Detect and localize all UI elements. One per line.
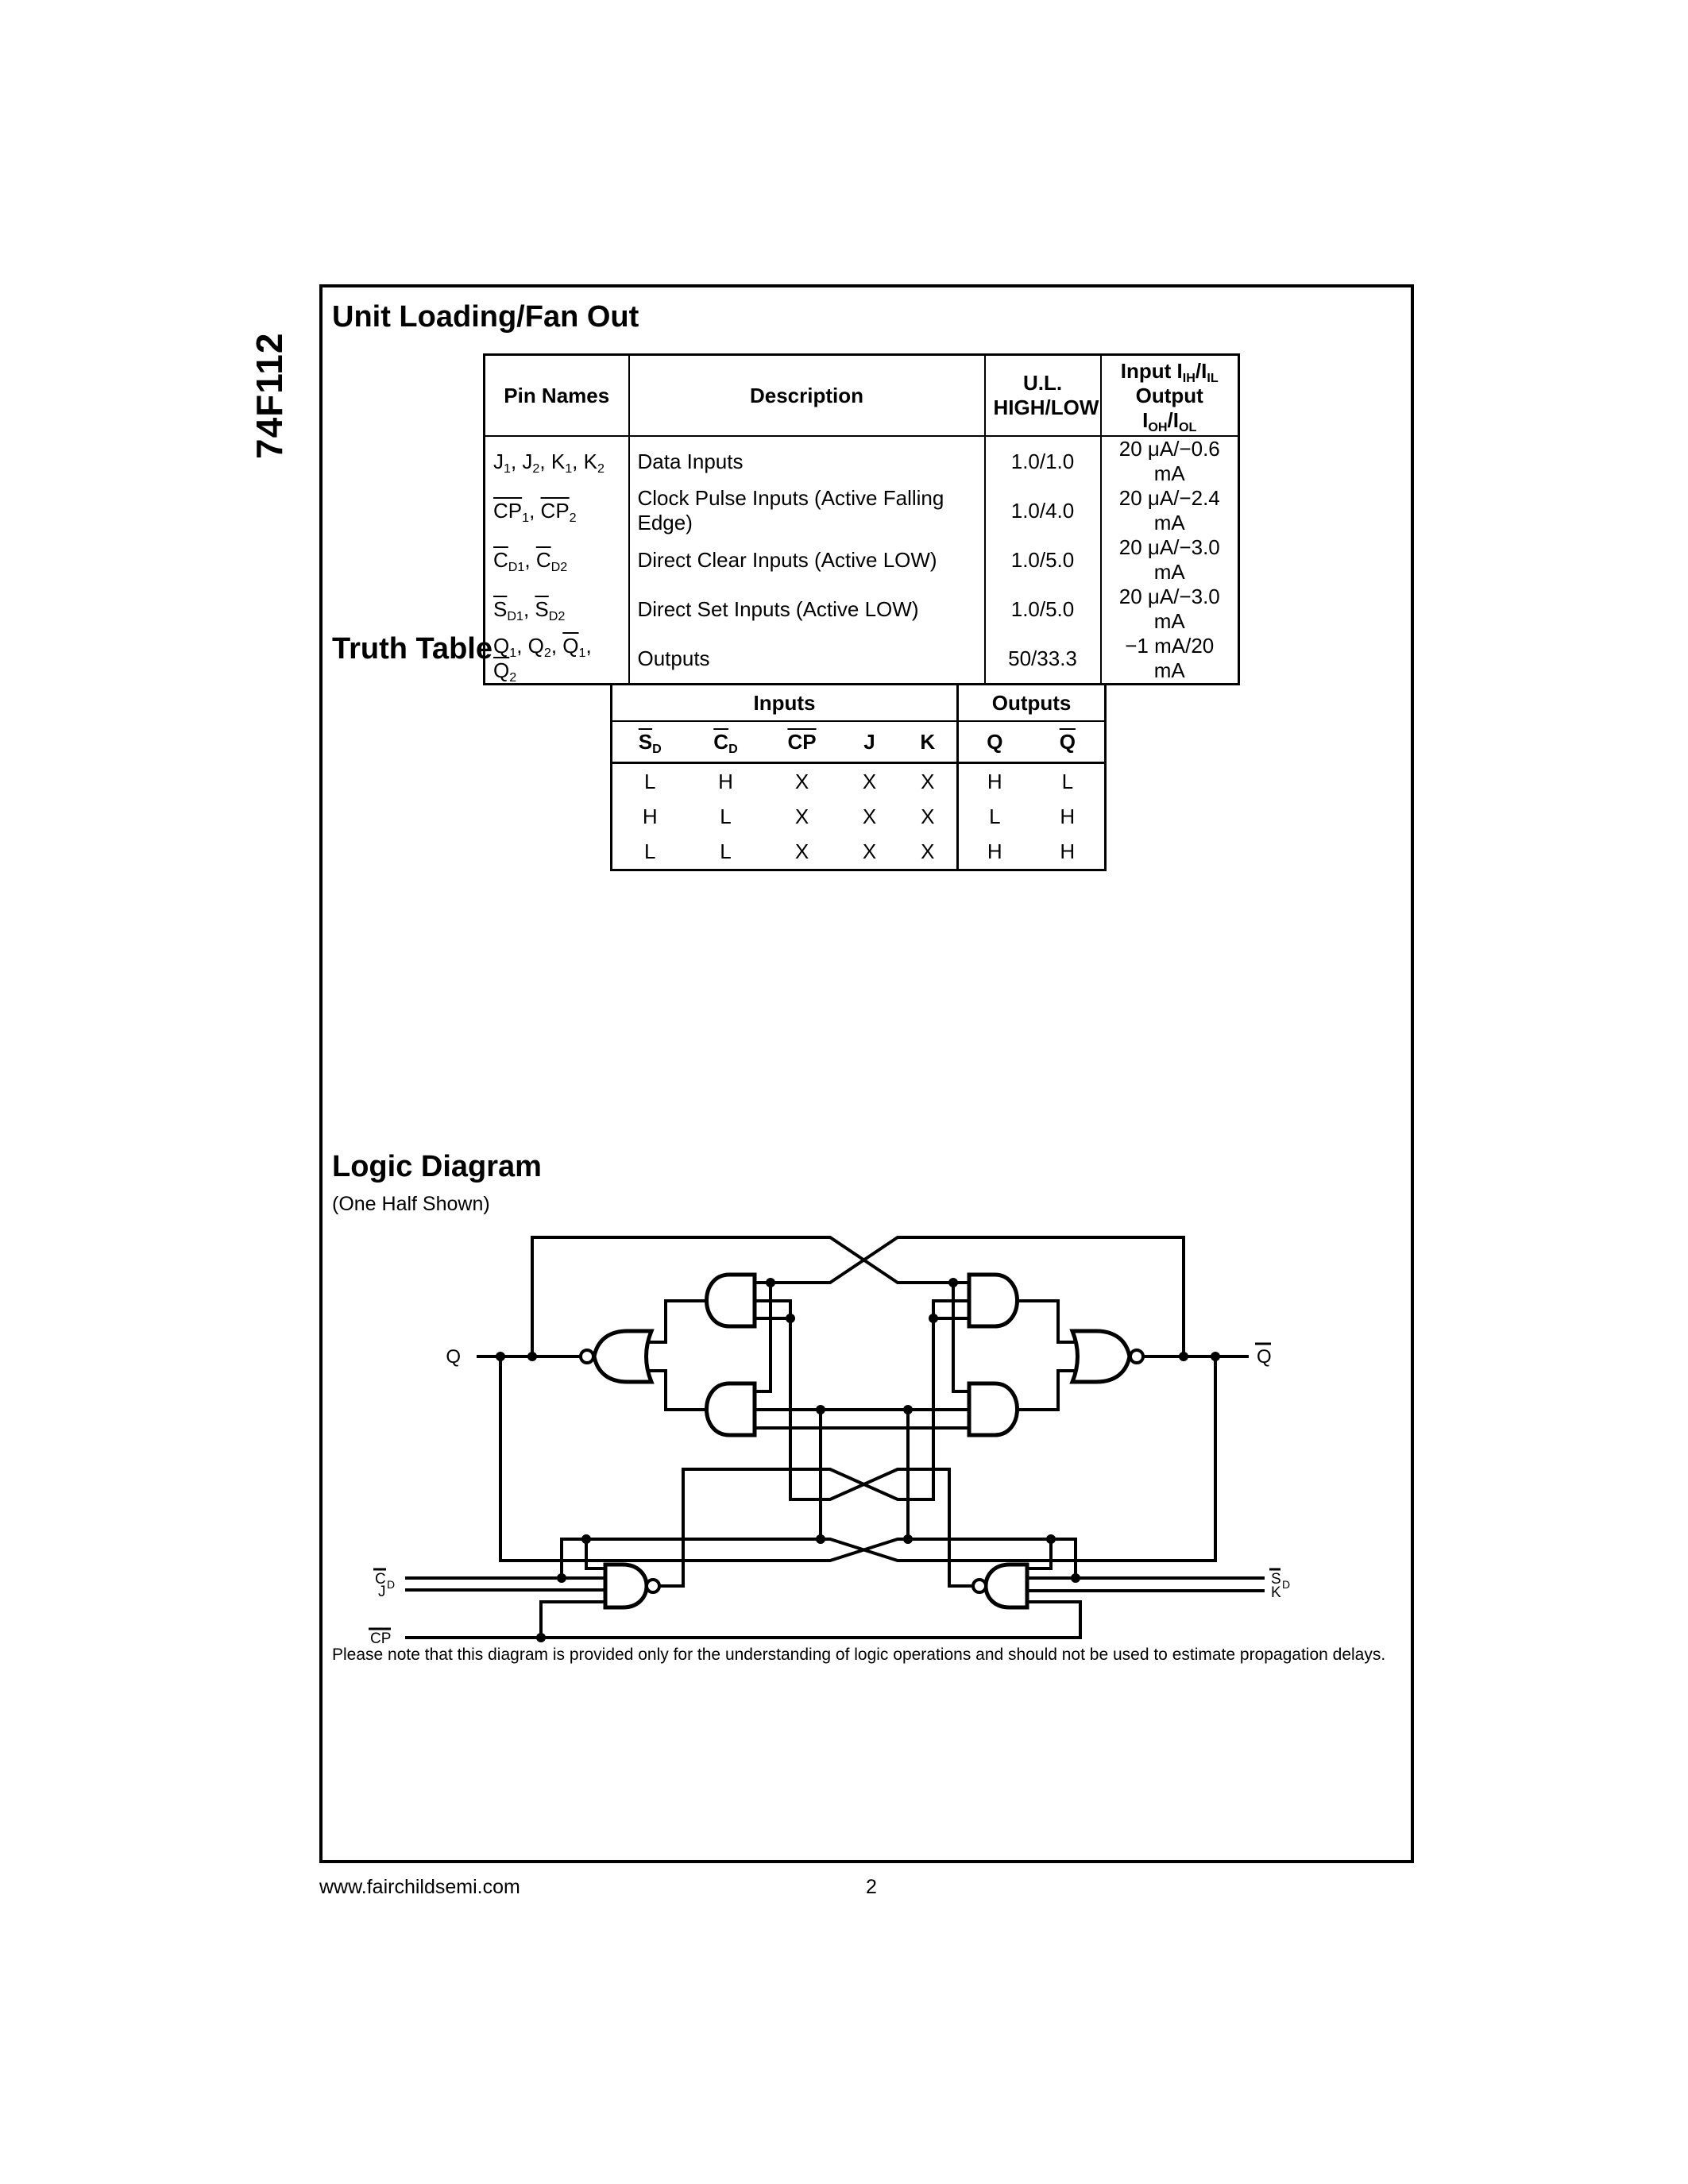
truth-table-cell: X (862, 839, 877, 863)
q-label: Q (446, 1346, 461, 1368)
ul-header-ul-line1: U.L. (1022, 371, 1063, 395)
truth-table-cell: L (958, 799, 1031, 834)
sd-label: S (1271, 1571, 1281, 1588)
ul-table-row (485, 486, 1239, 535)
and-gate-right-bottom (969, 1383, 1018, 1435)
ul-cell-io: −1 mA/20 mA (1101, 634, 1239, 685)
truth-table-cell: X (794, 804, 809, 828)
ul-cell-io: 20 μA/−2.4 mA (1101, 486, 1239, 535)
tt-col-header: J (840, 721, 899, 763)
logic-diagram-title: Logic Diagram (332, 1150, 542, 1183)
cd-label: C (375, 1571, 386, 1588)
ul-cell-io: 20 μA/−0.6 mA (1101, 436, 1239, 486)
nand-right-output-net (755, 1301, 973, 1586)
tt-col-header: $\overline{S}_D$ (612, 721, 688, 763)
tt-col-header: Q (958, 721, 1031, 763)
ul-cell-pin: $J_1$, $J_2$, $K_1$, $K_2$ (493, 449, 605, 476)
part-number-sidebar (235, 280, 307, 462)
truth-table-cell: X (921, 769, 935, 793)
truth-table-title: Truth Table (332, 632, 492, 666)
nand-gate-right-bubble (973, 1580, 986, 1592)
ul-header-description: Description (629, 355, 985, 437)
nand-gate-left (605, 1565, 647, 1607)
logic-diagram-subtitle: (One Half Shown) (332, 1193, 490, 1215)
ul-cell-ul: 1.0/4.0 (985, 486, 1101, 535)
nand-gate-left-bubble (647, 1580, 659, 1592)
tt-col-header: K (899, 721, 958, 763)
qbar-label: Q (1257, 1346, 1272, 1368)
truth-table-cell: H (642, 804, 658, 828)
truth-table-cell: L (644, 839, 656, 863)
footer-url: www.fairchildsemi.com (319, 1876, 520, 1898)
cp-label: CP (370, 1630, 392, 1647)
truth-table (610, 683, 1107, 871)
logic-diagram (342, 1207, 1382, 1652)
truth-table-cell: X (862, 769, 877, 793)
nor-gate-right (1072, 1331, 1130, 1382)
nand-left-output-net (659, 1301, 969, 1586)
tt-col-header: $\overline{CP}$ (764, 721, 840, 763)
k-label: K (1271, 1584, 1281, 1601)
ul-cell-ul: 1.0/5.0 (985, 535, 1101, 585)
nor-right-input-wires (1017, 1301, 1077, 1410)
unit-loading-table (483, 353, 1240, 685)
tt-col-header: $\overline{C}_D$ (688, 721, 764, 763)
ul-cell-io: 20 μA/−3.0 mA (1101, 535, 1239, 585)
tt-col-header: $\overline{Q}$ (1031, 721, 1106, 763)
ul-cell-description: Direct Set Inputs (Active LOW) (629, 585, 985, 634)
ul-table-row (485, 436, 1239, 486)
and-gate-left-bottom (707, 1383, 755, 1435)
ul-cell-description: Clock Pulse Inputs (Active Falling Edge) (629, 486, 985, 535)
ul-cell-description: Outputs (629, 634, 985, 685)
ul-header-io-line1: Input $I_{IH}/I_{IL}$ (1120, 358, 1219, 385)
j-label: J (378, 1584, 386, 1600)
logic-diagram-note: Please note that this diagram is provided only for the understanding of logic operations and should not be used to estimate propagation delays. (332, 1646, 1386, 1664)
diagram-labels (369, 1344, 1290, 1647)
tt-group-outputs: Outputs (958, 685, 1106, 722)
ul-header-ul-line2: HIGH/LOW (993, 396, 1099, 419)
and-gate-left-top (707, 1275, 755, 1326)
tt-group-inputs: Inputs (612, 685, 958, 722)
truth-table-cell: X (921, 839, 935, 863)
truth-table-row (612, 799, 1106, 834)
truth-table-cell: L (720, 839, 732, 863)
ul-header-io (1101, 355, 1239, 437)
ul-cell-pin: $Q_1$, $Q_2$, $\overline{Q}_1$, $\overline{Q}_2$ (493, 634, 592, 685)
ul-table-row (485, 585, 1239, 634)
truth-table-cell: H (718, 769, 733, 793)
ul-header-ul (985, 355, 1101, 437)
truth-table-cell: H (1060, 839, 1076, 863)
truth-table-cell: L (644, 769, 656, 793)
nor-gate-right-bubble (1130, 1350, 1143, 1363)
truth-table-row (612, 763, 1106, 800)
ul-cell-pin: $\overline{C}_{D1}$, $\overline{C}_{D2}$ (493, 547, 568, 574)
truth-table-cell: X (921, 804, 935, 828)
nand-gate-right (986, 1565, 1027, 1607)
qbar-to-nand-left-net (562, 1356, 1215, 1578)
truth-table-cell: X (862, 804, 877, 828)
ul-cell-io: 20 μA/−3.0 mA (1101, 585, 1239, 634)
ul-cell-ul: 1.0/1.0 (985, 436, 1101, 486)
truth-table-cell: X (794, 839, 809, 863)
truth-table-cell: H (1060, 804, 1076, 828)
ul-cell-pin: $\overline{S}_{D1}$, $\overline{S}_{D2}$ (493, 596, 566, 623)
truth-table-row (612, 834, 1106, 870)
ul-header-io-line2: Output $I_{OH}/I_{OL}$ (1135, 383, 1203, 434)
diagram-wires (405, 1237, 1265, 1638)
ul-cell-pin: $\overline{CP}_1$, $\overline{CP}_2$ (493, 498, 577, 525)
ul-cell-description: Data Inputs (629, 436, 985, 486)
ul-cell-ul: 50/33.3 (985, 634, 1101, 685)
footer-page-number: 2 (866, 1876, 877, 1898)
unit-loading-title: Unit Loading/Fan Out (332, 300, 639, 334)
nor-gate-left-bubble (581, 1350, 593, 1363)
truth-table-cell: H (958, 834, 1031, 870)
ul-table-row (485, 535, 1239, 585)
ul-cell-ul: 1.0/5.0 (985, 585, 1101, 634)
truth-table-cell: L (1061, 769, 1074, 793)
cd-label-sub: D (387, 1578, 396, 1591)
ul-header-pin-names: Pin Names (485, 355, 629, 437)
ul-cell-description: Direct Clear Inputs (Active LOW) (629, 535, 985, 585)
part-number-label: 74F112 (249, 332, 290, 459)
cp-input-line (405, 1602, 1080, 1638)
nor-gate-left (594, 1331, 651, 1382)
truth-table-cell: L (720, 804, 732, 828)
and-gate-right-top (969, 1275, 1018, 1326)
nor-left-input-wires (647, 1301, 707, 1410)
ul-table-row (485, 634, 1239, 685)
truth-table-cell: H (958, 763, 1031, 800)
sd-label-sub: D (1282, 1578, 1291, 1591)
truth-table-cell: X (794, 769, 809, 793)
